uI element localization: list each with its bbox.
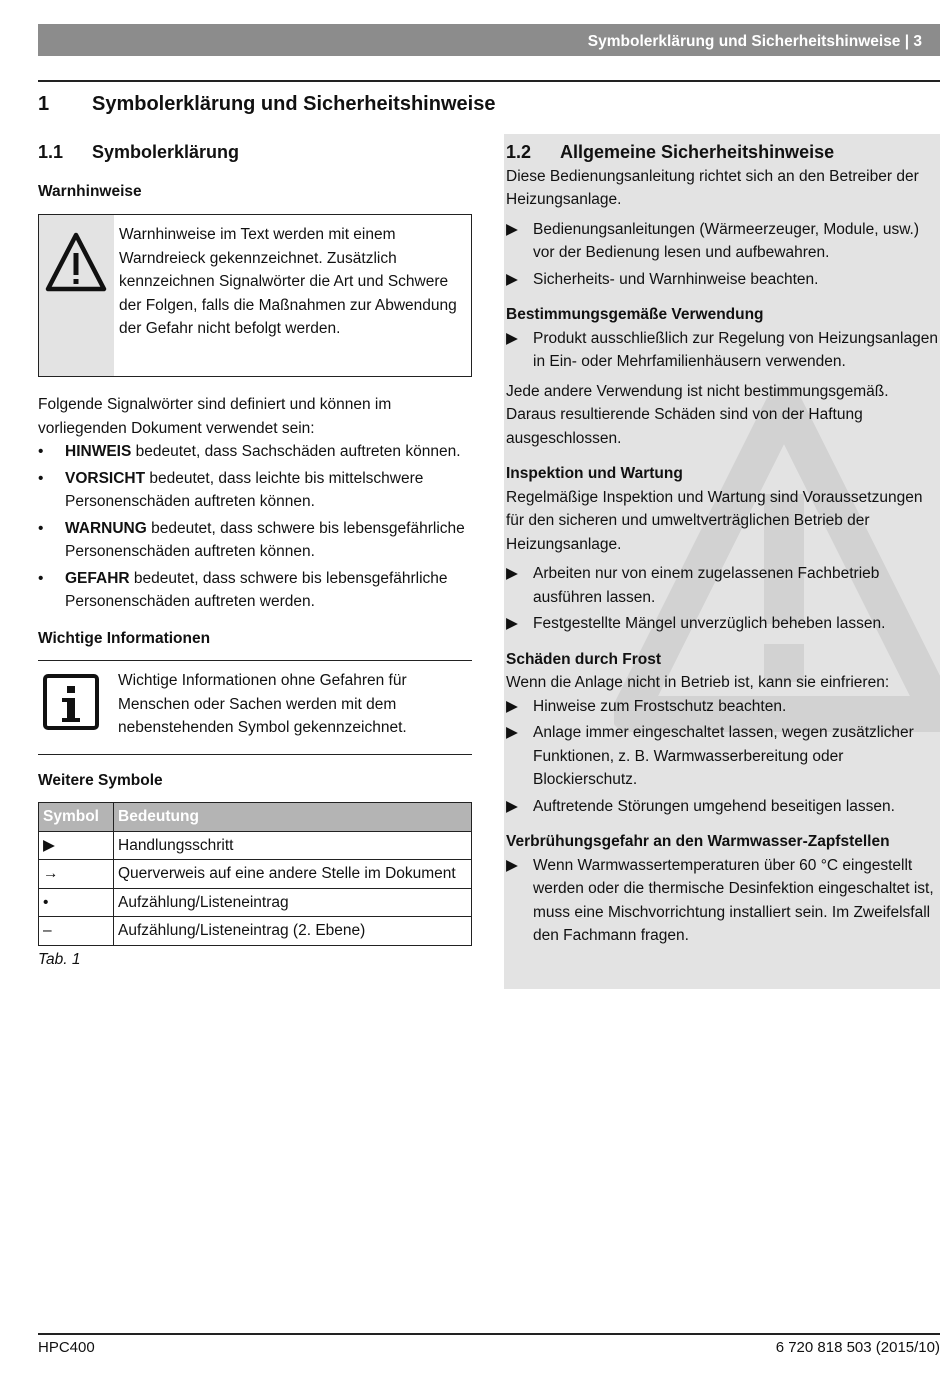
warning-note-box <box>38 214 472 377</box>
running-header-bar <box>38 24 940 56</box>
signal-word-item <box>38 567 472 614</box>
signal-word: HINWEIS <box>65 443 132 460</box>
signal-word: WARNUNG <box>65 519 147 537</box>
section-title: Allgemeine Sicherheitshinweise <box>560 142 835 162</box>
table-header-meaning: Bedeutung <box>114 803 472 832</box>
step-marker: ▶ <box>506 797 518 815</box>
warning-explanation: Warnhinweise im Text werden mit einem Warndreieck gekennzeichnet. Zusätzlich kennzeichnen Signalwörter die Art und Schwere der Folgen, falls die Maßnahmen zur Abwendung der Gefahr nicht befolgt werden. <box>119 226 457 337</box>
table-row <box>39 888 472 917</box>
warning-triangle-icon <box>39 215 114 376</box>
signal-word: GEFAHR <box>65 569 130 587</box>
step-marker: ▶ <box>506 270 518 288</box>
step-item <box>506 218 938 265</box>
signal-word-item <box>38 467 472 514</box>
signal-words-list <box>38 440 472 614</box>
inspection-steps <box>506 562 938 636</box>
intro-steps-list <box>506 218 938 292</box>
step-marker: ▶ <box>506 724 518 741</box>
signal-word-meaning: bedeutet, dass schwere bis lebensgefährliche Personenschäden auftreten werden. <box>65 569 448 610</box>
bullet-marker: • <box>38 469 44 487</box>
chapter-heading <box>38 93 495 117</box>
step-text: Wenn Warmwassertemperaturen über 60 °C eingestellt werden oder die thermische Desinfektion eingeschaltet ist, muss eine Mischvorrichtung installiert sein. Im Zweifelsfall den Fachmann fragen. <box>533 856 934 944</box>
info-note-box <box>38 660 472 755</box>
signal-word-meaning: bedeutet, dass leichte bis mittelschwere Personenschäden auftreten können. <box>65 469 424 510</box>
table-caption: Tab. 1 <box>38 951 81 968</box>
inspection-heading: Inspektion und Wartung <box>506 465 683 482</box>
step-text: Arbeiten nur von einem zugelassenen Fachbetrieb ausführen lassen. <box>533 565 880 606</box>
safety-intro: Diese Bedienungsanleitung richtet sich an den Betreiber der Heizungsanlage. <box>506 167 919 208</box>
signal-word-meaning: bedeutet, dass Sachschäden auftreten können. <box>131 443 461 460</box>
chapter-number: 1 <box>38 93 50 115</box>
intended-use-steps <box>506 327 938 374</box>
footer-doc-number: 6 720 818 503 (2015/10) <box>775 1339 940 1356</box>
footer-product: HPC400 <box>38 1339 95 1356</box>
meaning-cell: Querverweis auf eine andere Stelle im Dokument <box>114 860 472 889</box>
warning-icon-cell <box>39 215 114 376</box>
frost-text: Wenn die Anlage nicht in Betrieb ist, kann sie einfrieren: <box>506 674 890 691</box>
meaning-cell: Aufzählung/Listeneintrag <box>114 888 472 917</box>
step-text: Festgestellte Mängel unverzüglich beheben lassen. <box>533 615 886 632</box>
step-text: Anlage immer eingeschaltet lassen, wegen zusätzlicher Funktionen, z. B. Warmwasserbereitung oder Blockierschutz. <box>533 724 914 788</box>
frost-heading: Schäden durch Frost <box>506 650 662 668</box>
step-marker: ▶ <box>506 697 518 715</box>
step-item <box>506 612 938 636</box>
meaning-cell: Aufzählung/Listeneintrag (2. Ebene) <box>114 917 472 946</box>
step-text: Hinweise zum Frostschutz beachten. <box>533 697 787 715</box>
table-header-symbol: Symbol <box>39 803 114 832</box>
important-info-heading: Wichtige Informationen <box>38 630 211 647</box>
symbol-cell: • <box>39 888 114 917</box>
symbol-cell: ▶ <box>39 831 114 860</box>
section-heading-1-2 <box>506 141 938 165</box>
signal-words-block <box>38 393 472 617</box>
section-title: Symbolerklärung <box>92 142 240 162</box>
bullet-marker: • <box>38 569 44 587</box>
step-marker: ▶ <box>506 856 518 874</box>
frost-steps <box>506 695 938 819</box>
step-text: Auftretende Störungen umgehend beseitigen lassen. <box>533 797 895 815</box>
table-header-row <box>39 803 472 832</box>
table-row <box>39 860 472 889</box>
step-item <box>506 268 938 292</box>
intended-use-text: Jede andere Verwendung ist nicht bestimmungsgemäß. Daraus resultierende Schäden sind von der Haftung ausgeschlossen. <box>506 382 889 447</box>
symbol-cell: → <box>39 860 114 889</box>
step-item <box>506 562 938 609</box>
footer-divider <box>38 1333 940 1335</box>
warnings-heading: Warnhinweise <box>38 183 142 200</box>
header-divider <box>38 80 940 82</box>
safety-content <box>506 134 938 951</box>
signal-word-item <box>38 517 472 564</box>
signal-word-meaning: bedeutet, dass schwere bis lebensgefährliche Personenschäden auftreten können. <box>65 519 465 560</box>
symbol-cell: – <box>39 917 114 946</box>
signal-words-intro: Folgende Signalwörter sind definiert und können im vorliegenden Dokument verwendet sein: <box>38 396 392 437</box>
section-number: 1.2 <box>506 142 532 162</box>
signal-word: VORSICHT <box>65 469 146 487</box>
running-title: Symbolerklärung und Sicherheitshinweise | 3 <box>587 33 922 50</box>
safety-instructions-box <box>504 134 940 989</box>
bullet-marker: • <box>38 519 44 537</box>
step-item <box>506 795 938 819</box>
symbols-table <box>38 802 472 946</box>
step-marker: ▶ <box>506 329 518 347</box>
more-symbols-heading: Weitere Symbole <box>38 772 163 789</box>
table-row <box>39 917 472 946</box>
signal-word-item <box>38 440 472 464</box>
section-heading-1-1 <box>38 141 239 165</box>
inspection-text: Regelmäßige Inspektion und Wartung sind Voraussetzungen für den sicheren und umweltverträglichen Betrieb der Heizungsanlage. <box>506 488 923 553</box>
section-number: 1.1 <box>38 142 64 162</box>
chapter-title: Symbolerklärung und Sicherheitshinweise <box>92 93 496 115</box>
scald-steps <box>506 854 938 948</box>
step-text: Bedienungsanleitungen (Wärmeerzeuger, Module, usw.) vor der Bedienung lesen und aufbewahren. <box>533 220 920 261</box>
info-icon <box>42 673 100 731</box>
meaning-cell: Handlungsschritt <box>114 831 472 860</box>
step-text: Produkt ausschließlich zur Regelung von Heizungsanlagen in Ein- oder Mehrfamilienhäusern verwenden. <box>533 329 938 370</box>
table-row <box>39 831 472 860</box>
step-marker: ▶ <box>506 565 518 582</box>
info-explanation: Wichtige Informationen ohne Gefahren für Menschen oder Sachen werden mit dem nebenstehenden Symbol gekennzeichnet. <box>118 672 407 736</box>
step-item <box>506 695 938 719</box>
step-item <box>506 721 938 792</box>
bullet-marker: • <box>38 443 44 460</box>
step-item <box>506 854 938 948</box>
scald-heading: Verbrühungsgefahr an den Warmwasser-Zapfstellen <box>506 833 890 850</box>
step-text: Sicherheits- und Warnhinweise beachten. <box>533 270 819 288</box>
step-marker: ▶ <box>506 220 518 238</box>
step-item <box>506 327 938 374</box>
step-marker: ▶ <box>506 615 518 632</box>
intended-use-heading: Bestimmungsgemäße Verwendung <box>506 306 764 323</box>
